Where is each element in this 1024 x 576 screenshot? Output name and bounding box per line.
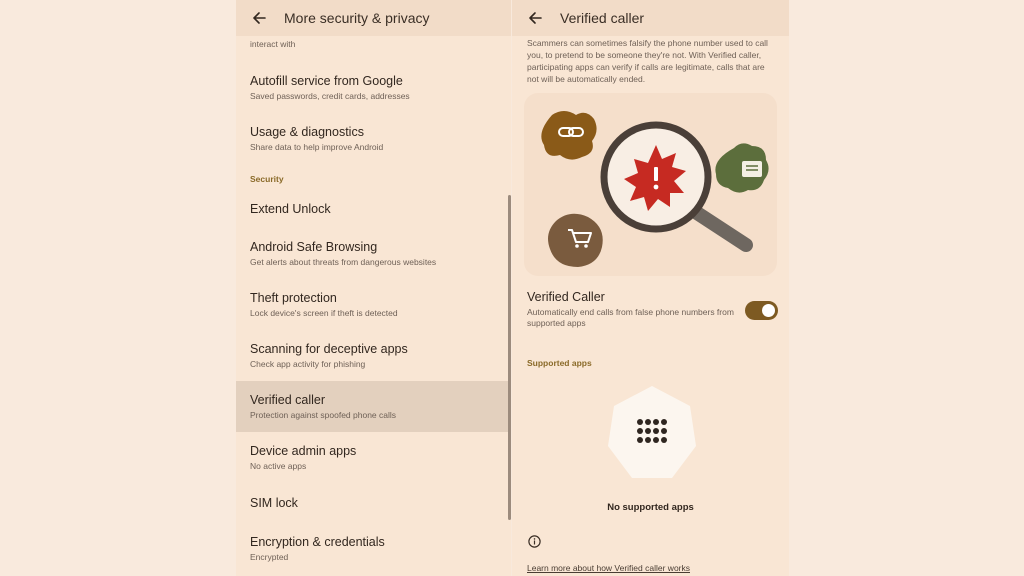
device-admin-apps-item[interactable] bbox=[236, 432, 511, 483]
verified-caller-item[interactable] bbox=[236, 381, 511, 432]
extend-unlock-item[interactable] bbox=[236, 194, 511, 224]
item-title: Scanning for deceptive apps bbox=[250, 342, 408, 356]
item-title: Usage & diagnostics bbox=[250, 125, 364, 139]
item-subtitle: Share data to help improve Android bbox=[250, 142, 384, 152]
link-icon bbox=[541, 111, 596, 160]
back-button[interactable] bbox=[248, 7, 270, 29]
usage-diagnostics-item[interactable] bbox=[236, 113, 511, 164]
item-title: Device admin apps bbox=[250, 444, 357, 458]
app-bar bbox=[236, 0, 511, 36]
toggle-subtitle: Automatically end calls from false phone numbers from supported apps bbox=[527, 307, 734, 328]
item-title: Encryption & credentials bbox=[250, 535, 385, 549]
verified-caller-toggle-row[interactable] bbox=[527, 290, 782, 335]
section-header-security: Security bbox=[250, 174, 284, 184]
message-icon bbox=[715, 143, 768, 192]
item-subtitle: Get alerts about threats from dangerous websites bbox=[250, 257, 437, 267]
sim-lock-item[interactable] bbox=[236, 483, 511, 523]
cut-off-text: interact with bbox=[250, 39, 296, 49]
item-title: SIM lock bbox=[250, 496, 298, 510]
intro-text: Scammers can sometimes falsify the phone number used to call you, to pretend to be someone they're not. With Verified caller, participating apps can verify if calls are legitimate, calls that are not will be automatically ended. bbox=[527, 38, 768, 84]
page-title: More security & privacy bbox=[284, 10, 430, 26]
verified-caller-switch[interactable] bbox=[745, 301, 778, 320]
item-title: Extend Unlock bbox=[250, 202, 331, 216]
shopping-cart-icon bbox=[548, 214, 603, 267]
item-title: Autofill service from Google bbox=[250, 74, 403, 88]
autofill-service-item[interactable] bbox=[236, 62, 511, 113]
item-title: Verified caller bbox=[250, 393, 326, 407]
arrow-back-icon bbox=[528, 11, 542, 25]
section-header-supported-apps: Supported apps bbox=[527, 358, 592, 368]
settings-list bbox=[236, 62, 511, 574]
apps-grid-icon bbox=[606, 384, 698, 482]
scrollbar[interactable] bbox=[508, 195, 511, 520]
encryption-credentials-item[interactable] bbox=[236, 523, 511, 574]
theft-protection-item[interactable] bbox=[236, 279, 511, 330]
settings-list-panel bbox=[236, 0, 511, 576]
verified-caller-illustration bbox=[524, 93, 777, 276]
switch-knob bbox=[762, 304, 775, 317]
empty-state-text: No supported apps bbox=[607, 502, 694, 513]
item-title: Android Safe Browsing bbox=[250, 240, 378, 254]
deceptive-apps-scanning-item[interactable] bbox=[236, 330, 511, 381]
page-title: Verified caller bbox=[560, 10, 645, 26]
right-background bbox=[789, 0, 1024, 576]
item-subtitle: No active apps bbox=[250, 461, 307, 471]
safe-browsing-item[interactable] bbox=[236, 228, 511, 279]
app-bar bbox=[512, 0, 789, 36]
item-subtitle: Check app activity for phishing bbox=[250, 359, 366, 369]
learn-more-link[interactable]: Learn more about how Verified caller works bbox=[527, 563, 690, 573]
info-icon bbox=[528, 535, 541, 548]
left-background bbox=[0, 0, 236, 576]
item-title: Theft protection bbox=[250, 291, 337, 305]
item-subtitle: Saved passwords, credit cards, addresses bbox=[250, 91, 410, 101]
item-subtitle: Protection against spoofed phone calls bbox=[250, 410, 397, 420]
back-button[interactable] bbox=[524, 7, 546, 29]
item-subtitle: Lock device's screen if theft is detected bbox=[250, 308, 398, 318]
arrow-back-icon bbox=[252, 11, 266, 25]
verified-caller-panel bbox=[512, 0, 789, 576]
item-subtitle: Encrypted bbox=[250, 552, 289, 562]
toggle-title: Verified Caller bbox=[527, 290, 605, 304]
